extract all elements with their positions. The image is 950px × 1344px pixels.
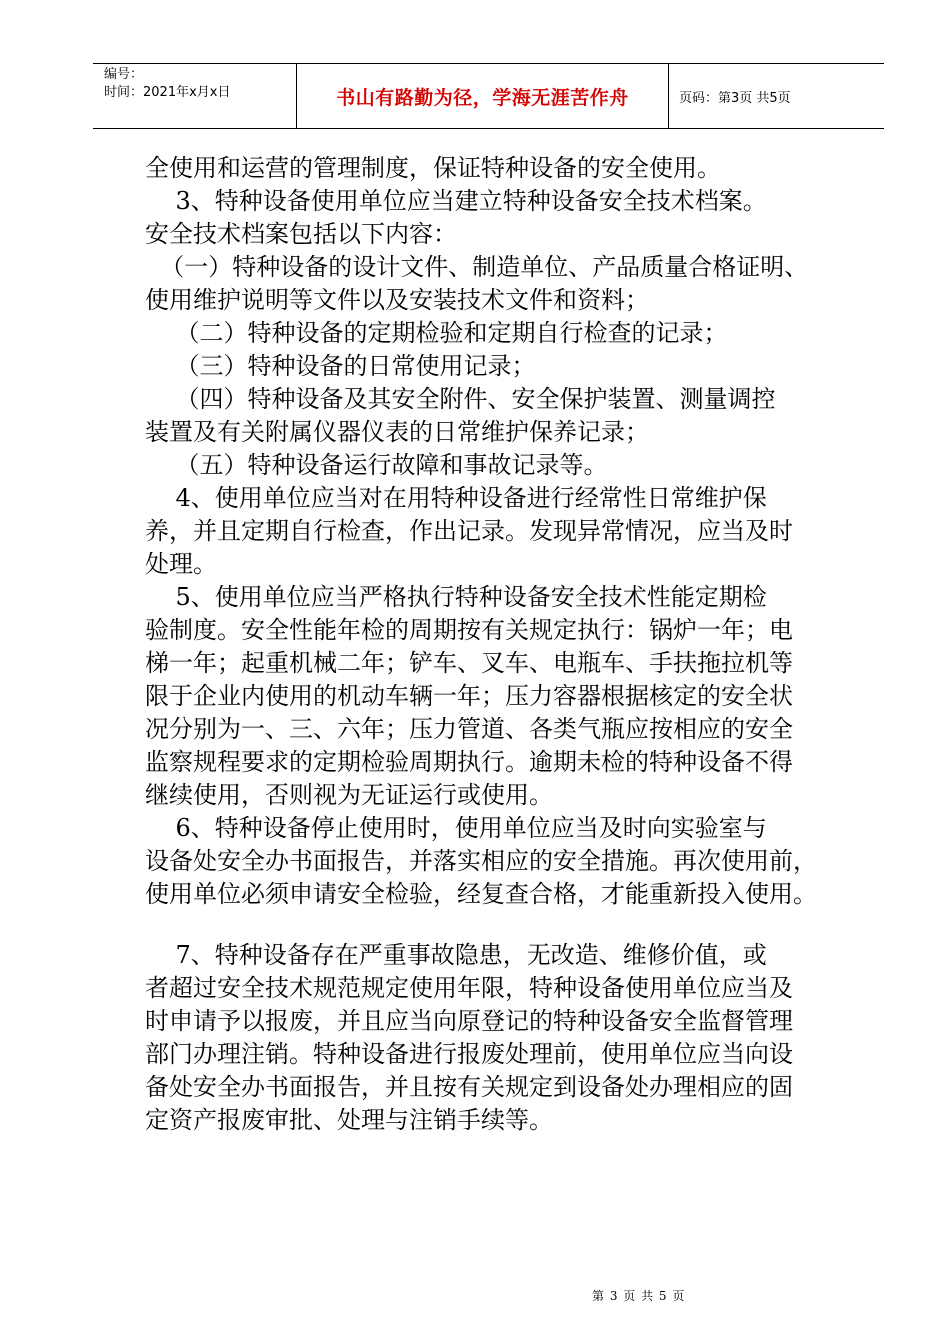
header-motto: 书山有路勤为径，学海无涯苦作舟 bbox=[336, 86, 629, 109]
body-line: 者超过安全技术规范规定使用年限，特种设备使用单位应当及 bbox=[145, 974, 793, 1002]
body-line: 限于企业内使用的机动车辆一年；压力容器根据核定的安全状 bbox=[145, 682, 793, 710]
document-body bbox=[145, 152, 865, 1137]
header-meta bbox=[93, 64, 296, 128]
page-header bbox=[93, 63, 884, 129]
body-line: 况分别为一、三、六年；压力管道、各类气瓶应按相应的安全 bbox=[145, 715, 793, 743]
body-line: 4、使用单位应当对在用特种设备进行经常性日常维护保 bbox=[145, 484, 767, 512]
body-line: 时申请予以报废，并且应当向原登记的特种设备安全监督管理 bbox=[145, 1007, 793, 1035]
body-line: （四）特种设备及其安全附件、安全保护装置、测量调控 bbox=[145, 385, 776, 413]
body-line: 设备处安全办书面报告，并落实相应的安全措施。再次使用前， bbox=[145, 847, 817, 875]
body-line: （五）特种设备运行故障和事故记录等。 bbox=[145, 451, 608, 479]
body-line: 部门办理注销。特种设备进行报废处理前，使用单位应当向设 bbox=[145, 1040, 793, 1068]
header-page-info: 页码：第3页 共5页 bbox=[679, 90, 791, 106]
body-line: 继续使用，否则视为无证运行或使用。 bbox=[145, 781, 553, 809]
body-line: 6、特种设备停止使用时，使用单位应当及时向实验室与 bbox=[145, 814, 767, 842]
body-line: 5、使用单位应当严格执行特种设备安全技术性能定期检 bbox=[145, 583, 767, 611]
body-line: 监察规程要求的定期检验周期执行。逾期未检的特种设备不得 bbox=[145, 748, 793, 776]
body-line: 安全技术档案包括以下内容： bbox=[145, 220, 457, 248]
document-time: 时间：2021年x月x日 bbox=[104, 85, 231, 100]
body-line: 验制度。安全性能年检的周期按有关规定执行：锅炉一年；电 bbox=[145, 616, 793, 644]
body-line: （三）特种设备的日常使用记录； bbox=[145, 352, 536, 380]
body-line: 使用单位必须申请安全检验，经复查合格，才能重新投入使用。 bbox=[145, 880, 817, 908]
header-page-info-cell bbox=[669, 64, 884, 128]
body-line: 装置及有关附属仪器仪表的日常维护保养记录； bbox=[145, 418, 649, 446]
body-line: 备处安全办书面报告，并且按有关规定到设备处办理相应的固 bbox=[145, 1073, 793, 1101]
body-line: 梯一年；起重机械二年；铲车、叉车、电瓶车、手扶拖拉机等 bbox=[145, 649, 793, 677]
body-line: 使用维护说明等文件以及安装技术文件和资料； bbox=[145, 286, 649, 314]
body-line: （一）特种设备的设计文件、制造单位、产品质量合格证明、 bbox=[145, 253, 809, 281]
body-line: 全使用和运营的管理制度，保证特种设备的安全使用。 bbox=[145, 154, 721, 182]
body-line: （二）特种设备的定期检验和定期自行检查的记录； bbox=[145, 319, 728, 347]
body-line: 7、特种设备存在严重事故隐患，无改造、维修价值，或 bbox=[145, 941, 767, 969]
page-footer: 第 3 页 共 5 页 bbox=[592, 1289, 686, 1303]
header-motto-cell bbox=[296, 64, 669, 128]
body-line: 3、特种设备使用单位应当建立特种设备安全技术档案。 bbox=[145, 187, 767, 215]
body-line: 养，并且定期自行检查，作出记录。发现异常情况，应当及时 bbox=[145, 517, 793, 545]
document-number: 编号： bbox=[104, 67, 144, 82]
body-line: 处理。 bbox=[145, 550, 217, 578]
body-line: 定资产报废审批、处理与注销手续等。 bbox=[145, 1106, 553, 1134]
